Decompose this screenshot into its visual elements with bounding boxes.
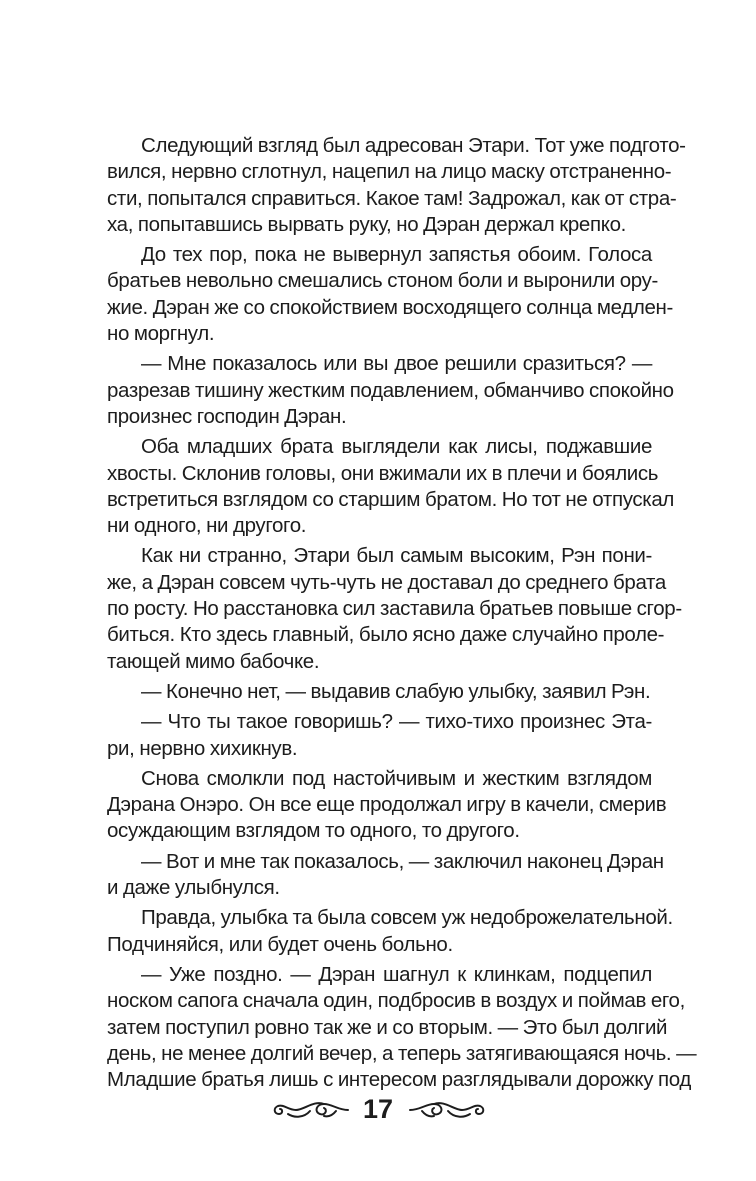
text-line: ха, попытавшись вырвать руку, но Дэран держал крепко. [107,212,626,236]
paragraph-7 [107,709,652,762]
text-line: но моргнул. [107,322,215,346]
text-line: — Вот и мне так показалось, — заключил наконец Дэран [141,849,664,873]
paragraph-8 [107,766,667,845]
text-line: Подчиняйся, или будет очень больно. [107,932,453,956]
text-line: же, а Дэран совсем чуть-чуть не доставал до среднего брата [107,570,666,594]
text-line: — Мне показалось или вы двое решили сразиться? — [141,352,652,376]
text-line: Дэрана Онэро. Он все еще продолжал игру в качели, смерив [107,793,667,817]
flourish-right-icon [408,1098,488,1122]
text-line: произнес господин Дэран. [107,404,347,428]
text-line: — Уже поздно. — Дэран шагнул к клинкам, подцепил [141,962,652,986]
paragraph-9 [107,849,664,902]
page-number: 17 [362,1094,394,1124]
text-line: осуждающим взглядом то одного, то другого. [107,819,520,843]
text-line: носком сапога сначала один, подбросив в воздух и поймав его, [107,989,685,1013]
text-line: ни одного, ни другого. [107,514,307,538]
text-line: Следующий взгляд был адресован Этари. Тот уже подгото- [141,134,686,157]
text-line: Младшие братья лишь с интересом разглядывали дорожку под [107,1068,691,1092]
text-line: До тех пор, пока не вывернул запястья обоим. Голоса [141,243,652,267]
text-line: хвосты. Склонив головы, они вжимали их в плечи и боялись [107,461,659,485]
text-line: Как ни странно, Этари был самым высоким, Рэн пони- [141,544,652,568]
text-line: жие. Дэран же со спокойствием восходящего солнца медлен- [107,295,673,319]
text-line: — Конечно нет, — выдавив слабую улыбку, заявил Рэн. [141,679,651,703]
text-line: сти, попытался справиться. Какое там! Задрожал, как от стра- [107,186,677,210]
paragraph-5 [107,543,682,674]
text-line: вился, нервно сглотнул, нацепил на лицо маску отстраненно- [107,160,672,184]
text-line: Правда, улыбка та была совсем уж недоброжелательной. [141,906,673,930]
paragraph-3 [107,351,674,430]
paragraph-10 [107,905,673,958]
text-line: и даже улыбнулся. [107,876,280,900]
text-line: разрезав тишину жестким подавлением, обманчиво спокойно [107,378,674,402]
text-line: встретиться взглядом со старшим братом. Но тот не отпускал [107,487,674,511]
paragraph-1 [107,133,686,238]
text-line: тающей мимо бабочке. [107,649,320,673]
text-line: братьев невольно смешались стоном боли и выронили ору- [107,269,658,293]
text-line: Снова смолкли под настойчивым и жестким взглядом [141,766,652,790]
paragraph-4 [107,434,674,539]
text-line: Оба младших брата выглядели как лисы, поджавшие [141,435,652,459]
text-line: ри, нервно хихикнув. [107,736,298,760]
text-line: затем поступил ровно так же и со вторым. — Это был долгий [107,1015,668,1039]
text-line: — Что ты такое говоришь? — тихо-тихо произнес Эта- [141,710,652,734]
text-line: по росту. Но расстановка сил заставила братьев повыше сгор- [107,597,682,621]
text-line: день, не менее долгий вечер, а теперь затягивающаяся ночь. — [107,1041,697,1065]
paragraph-6 [107,679,652,705]
body-text [107,133,697,1093]
paragraph-2 [107,242,673,347]
paragraph-11 [107,962,697,1093]
text-line: биться. Кто здесь главный, было ясно даже случайно проле- [107,623,665,647]
